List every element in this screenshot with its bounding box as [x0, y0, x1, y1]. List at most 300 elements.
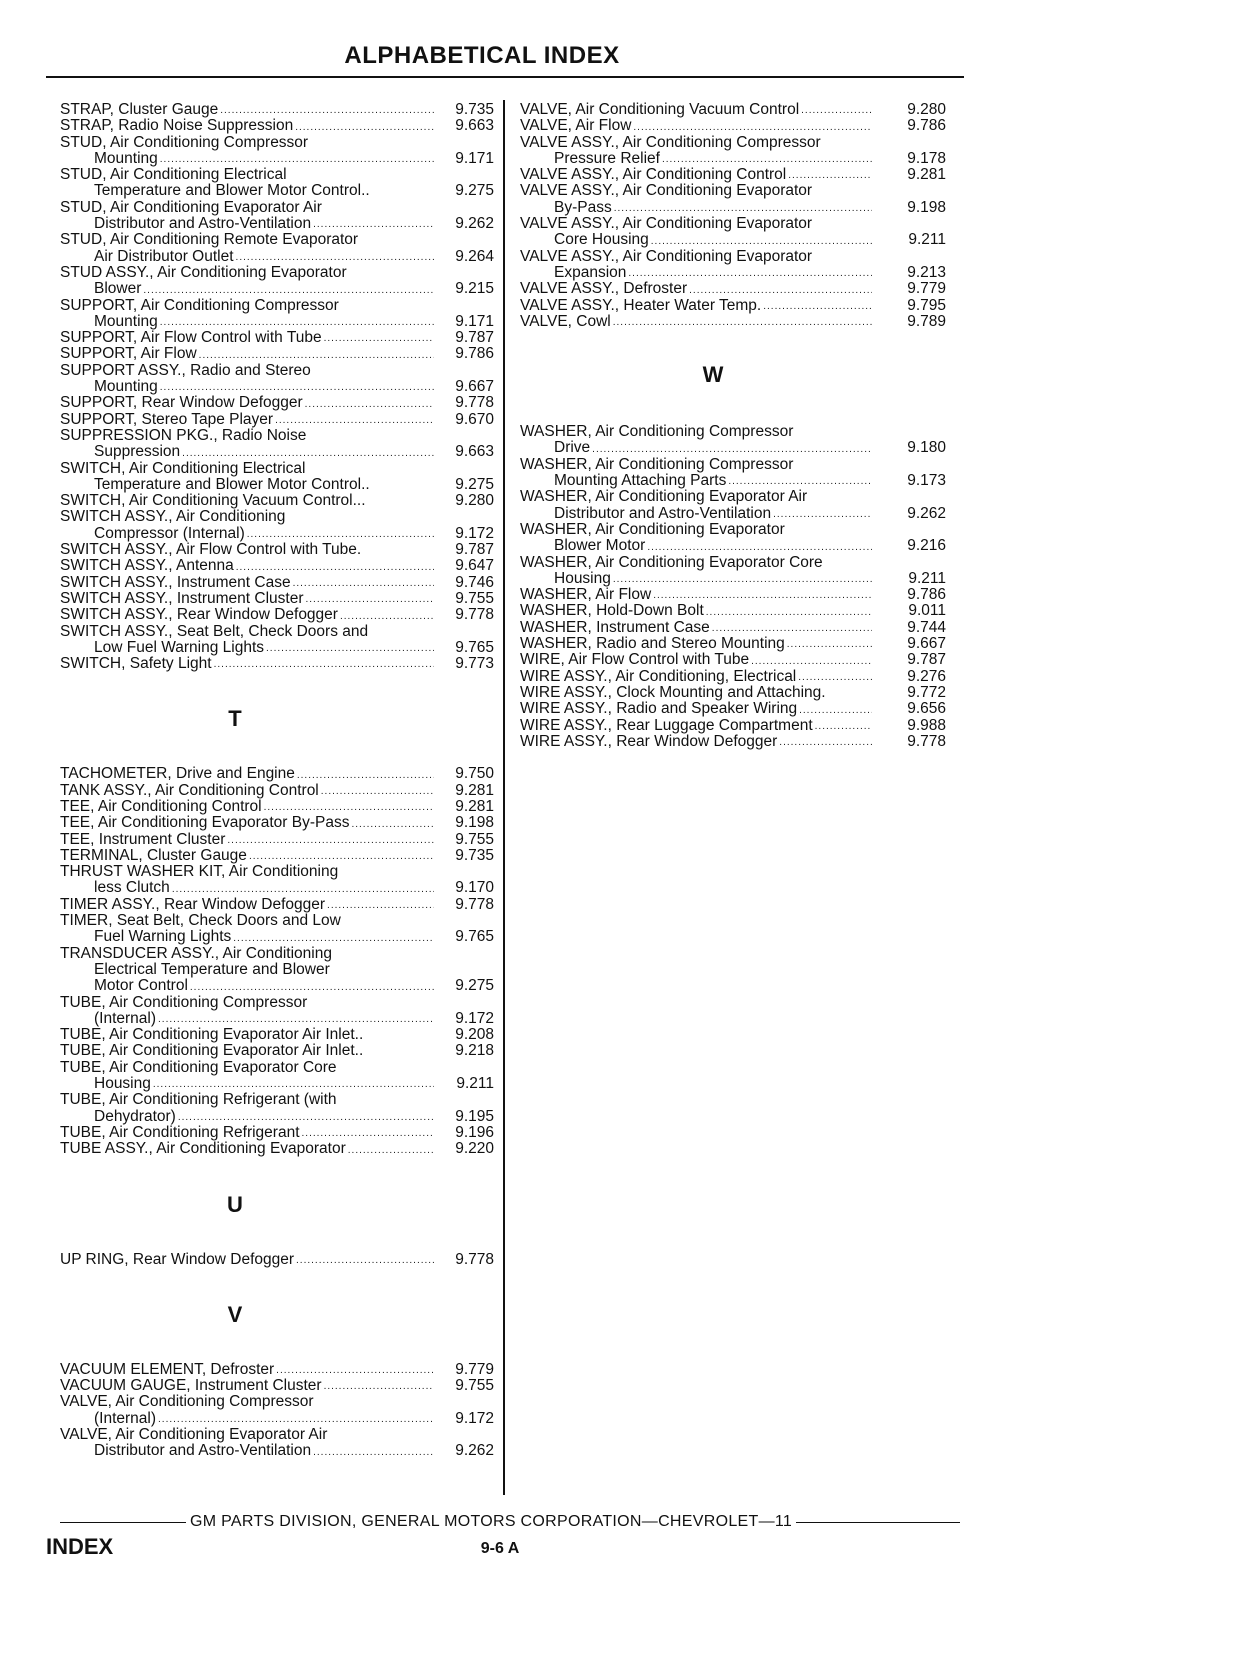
page-reference: 9.789	[907, 312, 946, 330]
index-entry	[60, 766, 494, 782]
index-entry	[520, 685, 946, 701]
dot-leader	[190, 982, 434, 994]
entry-text: SWITCH ASSY., Air Flow Control with Tube.	[60, 541, 362, 559]
dot-leader	[348, 1145, 434, 1157]
page-reference: 9.778	[455, 895, 494, 913]
page-reference: 9.765	[455, 928, 494, 946]
entry-text: Housing	[554, 569, 611, 587]
footer-section-label: INDEX	[46, 1534, 114, 1559]
column-divider	[503, 100, 505, 1495]
index-entry	[60, 1092, 494, 1125]
entry-text: TIMER ASSY., Rear Window Defogger	[60, 895, 326, 913]
index-entry	[520, 636, 946, 652]
dot-leader	[295, 122, 434, 134]
page-reference: 9.778	[455, 394, 494, 412]
page-reference: 9.786	[907, 117, 946, 135]
entry-text: Distributor and Astro-Ventilation	[554, 504, 772, 522]
page-reference: 9.171	[455, 312, 494, 330]
page-reference: 9.988	[907, 716, 946, 734]
entry-text: Mounting Attaching Parts	[554, 472, 727, 490]
entry-text: Distributor and Astro-Ventilation	[94, 1442, 312, 1460]
dot-leader	[763, 301, 872, 313]
index-entry	[60, 1427, 494, 1460]
entry-text: Mounting	[94, 312, 158, 330]
index-entry	[60, 200, 494, 233]
entry-text: STRAP, Cluster Gauge	[60, 101, 219, 118]
page-reference: 9.663	[455, 443, 494, 461]
page-reference: 9.198	[907, 198, 946, 216]
page-reference: 9.778	[907, 732, 946, 750]
page-reference: 9.746	[455, 573, 494, 591]
index-entry	[520, 135, 946, 168]
dot-leader	[172, 884, 434, 896]
dot-leader	[293, 578, 434, 590]
dot-leader	[313, 1447, 434, 1459]
page-reference: 9.276	[907, 667, 946, 685]
entry-text: Drive	[554, 439, 591, 457]
entry-text: Electrical Temperature and Blower	[94, 960, 330, 978]
entry-text: VALVE, Air Conditioning Compressor	[60, 1393, 314, 1411]
entry-text: WIRE ASSY., Rear Luggage Compartment	[520, 716, 813, 734]
page-reference: 9.779	[455, 1360, 494, 1378]
entry-text: SWITCH, Safety Light	[60, 655, 212, 673]
index-entry	[60, 624, 494, 657]
dot-leader	[653, 590, 872, 602]
entry-text: SUPPORT, Air Flow	[60, 345, 197, 363]
page-reference: 9.173	[907, 472, 946, 490]
dot-leader	[662, 154, 872, 166]
index-entry	[60, 783, 494, 799]
entry-text: WASHER, Air Conditioning Evaporator Core	[520, 553, 823, 571]
index-entry	[60, 1394, 494, 1427]
entry-text: SWITCH ASSY., Air Conditioning	[60, 508, 286, 526]
dot-leader	[276, 1365, 434, 1377]
entry-text: TERMINAL, Cluster Gauge	[60, 846, 247, 864]
page-reference: 9.779	[907, 280, 946, 298]
page-reference: 9.218	[455, 1042, 494, 1060]
index-entry	[520, 167, 946, 183]
page-reference: 9.656	[907, 700, 946, 718]
dot-leader	[633, 122, 872, 134]
page-reference: 9.281	[907, 166, 946, 184]
page-reference: 9.786	[907, 586, 946, 604]
entry-text: STUD, Air Conditioning Evaporator Air	[60, 198, 322, 216]
entry-text: VALVE, Cowl	[520, 312, 611, 330]
dot-leader	[799, 705, 872, 717]
dot-leader	[628, 268, 872, 280]
index-entry	[520, 718, 946, 734]
entry-text: Pressure Relief	[554, 149, 660, 167]
index-column-left	[60, 102, 494, 1460]
entry-text: Mounting	[94, 378, 158, 396]
dot-leader	[751, 656, 872, 668]
index-entry	[60, 832, 494, 848]
index-entry	[60, 395, 494, 411]
index-entry	[60, 330, 494, 346]
dot-leader	[728, 476, 872, 488]
entry-text: VALVE ASSY., Heater Water Temp.	[520, 296, 762, 314]
title-divider	[46, 76, 964, 78]
page-reference: 9.264	[455, 247, 494, 265]
dot-leader	[182, 448, 434, 460]
index-entry	[60, 346, 494, 362]
footer-rule-right	[796, 1522, 960, 1523]
entry-text: TEE, Air Conditioning Evaporator By-Pass	[60, 814, 350, 832]
entry-text: WASHER, Air Conditioning Compressor	[520, 423, 794, 441]
dot-leader	[160, 382, 434, 394]
index-entry	[60, 542, 494, 558]
index-entry	[60, 913, 494, 946]
index-entry	[520, 118, 946, 134]
index-entry	[520, 298, 946, 314]
index-entry	[60, 1060, 494, 1093]
page-reference: 9.663	[455, 117, 494, 135]
page-reference: 9.196	[455, 1123, 494, 1141]
index-entry	[60, 995, 494, 1028]
page-reference: 9.180	[907, 439, 946, 457]
entry-text: STRAP, Radio Noise Suppression	[60, 117, 294, 135]
entry-text: VALVE ASSY., Air Conditioning Evaporator	[520, 215, 813, 233]
page-reference: 9.215	[455, 280, 494, 298]
entry-text: STUD, Air Conditioning Electrical	[60, 166, 287, 184]
dot-leader	[227, 835, 434, 847]
entry-text: SUPPORT, Air Conditioning Compressor	[60, 296, 339, 314]
dot-leader	[689, 285, 872, 297]
entry-text: WASHER, Air Conditioning Evaporator	[520, 520, 785, 538]
page-reference: 9.787	[455, 329, 494, 347]
index-entry	[520, 489, 946, 522]
page-reference: 9.262	[455, 1442, 494, 1460]
entry-text: VALVE ASSY., Defroster	[520, 280, 688, 298]
dot-leader	[266, 643, 434, 655]
page-reference: 9.178	[907, 149, 946, 167]
section-letter-w: W	[702, 362, 724, 388]
entry-text: WASHER, Air Flow	[520, 586, 652, 604]
entry-text: TRANSDUCER ASSY., Air Conditioning	[60, 944, 332, 962]
entry-text: WASHER, Radio and Stereo Mounting	[520, 635, 785, 653]
index-entry	[60, 1362, 494, 1378]
index-entry	[520, 216, 946, 249]
index-entry	[520, 620, 946, 636]
page-reference: 9.280	[907, 101, 946, 118]
index-entry	[60, 1125, 494, 1141]
page-reference: 9.011	[908, 602, 946, 620]
page-reference: 9.262	[907, 504, 946, 522]
entry-text: SWITCH ASSY., Rear Window Defogger	[60, 606, 338, 624]
page-reference: 9.772	[907, 683, 946, 701]
dot-leader	[305, 399, 434, 411]
index-entry	[520, 183, 946, 216]
index-entry	[520, 457, 946, 490]
index-entry	[60, 461, 494, 494]
page-reference: 9.195	[455, 1107, 494, 1125]
entry-text: Expansion	[554, 263, 627, 281]
index-entry	[60, 298, 494, 331]
index-entry	[60, 848, 494, 864]
index-entry	[60, 1378, 494, 1394]
page-reference: 9.198	[455, 814, 494, 832]
entry-text: Blower	[94, 280, 142, 298]
page-reference: 9.281	[455, 797, 494, 815]
index-entry	[60, 591, 494, 607]
page-reference: 9.735	[455, 101, 494, 118]
page-reference: 9.755	[455, 1377, 494, 1395]
dot-leader	[614, 203, 872, 215]
entry-text: VALVE, Air Conditioning Vacuum Control	[520, 101, 800, 118]
page-reference: 9.172	[455, 1409, 494, 1427]
entry-text: Temperature and Blower Motor Control..	[94, 475, 370, 493]
entry-text: TUBE ASSY., Air Conditioning Evaporator	[60, 1140, 346, 1158]
dot-leader	[787, 639, 872, 651]
entry-text: VACUUM ELEMENT, Defroster	[60, 1360, 275, 1378]
index-entry	[520, 587, 946, 603]
dot-leader	[613, 574, 872, 586]
page-reference: 9.171	[455, 149, 494, 167]
page-reference: 9.787	[907, 651, 946, 669]
index-entry	[60, 897, 494, 913]
entry-text: WIRE ASSY., Air Conditioning, Electrical	[520, 667, 797, 685]
entry-text: TANK ASSY., Air Conditioning Control	[60, 781, 319, 799]
index-entry	[520, 734, 946, 750]
dot-leader	[158, 1014, 434, 1026]
index-entry	[60, 428, 494, 461]
footer-rule-left	[60, 1522, 186, 1523]
index-entry	[60, 102, 494, 118]
entry-text: WIRE ASSY., Clock Mounting and Attaching.	[520, 683, 826, 701]
entry-text: TUBE, Air Conditioning Refrigerant (with	[60, 1091, 337, 1109]
dot-leader	[275, 415, 434, 427]
dot-leader	[313, 219, 434, 231]
page-reference: 9.750	[455, 765, 494, 783]
entry-text: Temperature and Blower Motor Control..	[94, 182, 370, 200]
entry-text: STUD, Air Conditioning Compressor	[60, 133, 309, 151]
dot-leader	[706, 607, 872, 619]
index-entry	[60, 493, 494, 509]
dot-leader	[592, 444, 872, 456]
dot-leader	[158, 1414, 434, 1426]
index-entry	[60, 232, 494, 265]
dot-leader	[773, 509, 872, 521]
dot-leader	[815, 721, 872, 733]
dot-leader	[801, 105, 872, 117]
page-reference: 9.667	[907, 635, 946, 653]
index-entry	[60, 558, 494, 574]
entry-text: SWITCH ASSY., Antenna	[60, 557, 234, 575]
index-entry	[520, 652, 946, 668]
index-entry	[60, 815, 494, 831]
index-entry	[60, 1043, 494, 1059]
dot-leader	[798, 672, 872, 684]
index-entry	[60, 363, 494, 396]
index-entry	[520, 102, 946, 118]
entry-text: WASHER, Air Conditioning Compressor	[520, 455, 794, 473]
entry-text: WASHER, Air Conditioning Evaporator Air	[520, 488, 808, 506]
entry-text: Suppression	[94, 443, 181, 461]
entry-text: TEE, Instrument Cluster	[60, 830, 226, 848]
page-reference: 9.172	[455, 524, 494, 542]
index-entry	[60, 799, 494, 815]
entry-text: TEE, Air Conditioning Control	[60, 797, 262, 815]
footer-page-number: 9-6 A	[480, 1540, 520, 1557]
page-reference: 9.275	[455, 475, 494, 493]
page-reference: 9.755	[455, 589, 494, 607]
page-reference: 9.275	[455, 977, 494, 995]
page-reference: 9.220	[455, 1140, 494, 1158]
dot-leader	[305, 594, 434, 606]
page-reference: 9.172	[455, 1009, 494, 1027]
index-entry	[60, 265, 494, 298]
dot-leader	[153, 1079, 434, 1091]
entry-text: TUBE, Air Conditioning Refrigerant	[60, 1123, 300, 1141]
page-reference: 9.216	[907, 537, 946, 555]
page-reference: 9.280	[455, 492, 494, 510]
page-reference: 9.744	[907, 618, 946, 636]
section-letter-t: T	[228, 706, 242, 732]
entry-text: STUD, Air Conditioning Remote Evaporator	[60, 231, 359, 249]
entry-text: By-Pass	[554, 198, 612, 216]
dot-leader	[233, 933, 434, 945]
entry-text: VALVE ASSY., Air Conditioning Evaporator	[520, 247, 813, 265]
entry-text: Housing	[94, 1075, 151, 1093]
index-entry	[520, 522, 946, 555]
dot-leader	[324, 333, 434, 345]
page-reference: 9.755	[455, 830, 494, 848]
dot-leader	[351, 819, 434, 831]
entry-text: TUBE, Air Conditioning Evaporator Air Inlet..	[60, 1042, 364, 1060]
entry-text: SWITCH ASSY., Instrument Case	[60, 573, 291, 591]
entry-text: SUPPORT ASSY., Radio and Stereo	[60, 361, 311, 379]
entry-text: TUBE, Air Conditioning Evaporator Core	[60, 1058, 337, 1076]
index-entry	[520, 424, 946, 457]
dot-leader	[160, 154, 434, 166]
page-reference: 9.670	[455, 410, 494, 428]
index-entry	[520, 314, 946, 330]
dot-leader	[340, 611, 434, 623]
entry-text: SWITCH, Air Conditioning Electrical	[60, 459, 306, 477]
entry-text: TACHOMETER, Drive and Engine	[60, 765, 295, 783]
index-column-right	[520, 102, 946, 750]
entry-text: Compressor (Internal)	[94, 524, 245, 542]
entry-text: WIRE ASSY., Radio and Speaker Wiring	[520, 700, 798, 718]
index-entry	[520, 555, 946, 588]
entry-text: VALVE, Air Flow	[520, 117, 632, 135]
page-reference: 9.735	[455, 846, 494, 864]
dot-leader	[788, 170, 872, 182]
index-entry	[520, 249, 946, 282]
entry-text: less Clutch	[94, 879, 170, 897]
dot-leader	[296, 1255, 434, 1267]
dot-leader	[178, 1112, 434, 1124]
index-entry	[60, 575, 494, 591]
entry-text: WIRE, Air Flow Control with Tube	[520, 651, 750, 669]
entry-text: VALVE, Air Conditioning Evaporator Air	[60, 1426, 328, 1443]
dot-leader	[264, 802, 434, 814]
entry-text: Fuel Warning Lights	[94, 928, 232, 946]
page-reference: 9.170	[455, 879, 494, 897]
index-entry	[520, 281, 946, 297]
entry-text: SWITCH, Air Conditioning Vacuum Control...	[60, 492, 366, 510]
dot-leader	[143, 285, 434, 297]
index-entry	[60, 864, 494, 897]
index-entry	[520, 603, 946, 619]
dot-leader	[779, 737, 872, 749]
index-entry	[60, 412, 494, 428]
entry-text: WIRE ASSY., Rear Window Defogger	[520, 732, 778, 750]
index-entry	[60, 1027, 494, 1043]
entry-text: Distributor and Astro-Ventilation	[94, 215, 312, 233]
page-reference: 9.778	[455, 1250, 494, 1268]
entry-text: (Internal)	[94, 1409, 157, 1427]
entry-text: WASHER, Instrument Case	[520, 618, 710, 636]
index-entry	[60, 135, 494, 168]
entry-text: SWITCH ASSY., Instrument Cluster	[60, 589, 304, 607]
dot-leader	[249, 851, 434, 863]
dot-leader	[712, 623, 872, 635]
entry-text: WASHER, Hold-Down Bolt	[520, 602, 704, 620]
page-reference: 9.211	[908, 569, 946, 587]
page-reference: 9.787	[455, 541, 494, 559]
dot-leader	[647, 542, 872, 554]
entry-text: VACUUM GAUGE, Instrument Cluster	[60, 1377, 322, 1395]
dot-leader	[613, 317, 872, 329]
entry-text: SWITCH ASSY., Seat Belt, Check Doors and	[60, 622, 369, 640]
entry-text: VALVE ASSY., Air Conditioning Control	[520, 166, 787, 184]
index-entry	[60, 1252, 494, 1268]
entry-text: TUBE, Air Conditioning Evaporator Air Inlet..	[60, 1026, 364, 1044]
dot-leader	[651, 236, 872, 248]
entry-text: Core Housing	[554, 231, 649, 249]
page-reference: 9.211	[456, 1075, 494, 1093]
entry-text: Dehydrator)	[94, 1107, 176, 1125]
page-reference: 9.765	[455, 638, 494, 656]
page-reference: 9.211	[908, 231, 946, 249]
dot-leader	[324, 1381, 434, 1393]
entry-text: SUPPORT, Air Flow Control with Tube	[60, 329, 322, 347]
page-reference: 9.275	[455, 182, 494, 200]
page-reference: 9.795	[907, 296, 946, 314]
entry-text: SUPPRESSION PKG., Radio Noise	[60, 426, 307, 444]
page-reference: 9.213	[907, 263, 946, 281]
page-reference: 9.667	[455, 378, 494, 396]
index-entry	[60, 656, 494, 672]
entry-text: VALVE ASSY., Air Conditioning Evaporator	[520, 182, 813, 200]
footer-publisher-text: GM PARTS DIVISION, GENERAL MOTORS CORPORATION—CHEVROLET—11	[190, 1513, 793, 1530]
dot-leader	[236, 562, 434, 574]
dot-leader	[214, 659, 434, 671]
dot-leader	[297, 770, 434, 782]
dot-leader	[321, 786, 434, 798]
entry-text: VALVE ASSY., Air Conditioning Compressor	[520, 133, 821, 151]
dot-leader	[327, 900, 434, 912]
entry-text: Blower Motor	[554, 537, 646, 555]
dot-leader	[236, 252, 434, 264]
index-entry	[60, 167, 494, 200]
index-entry	[60, 118, 494, 134]
page-reference: 9.281	[455, 781, 494, 799]
page-reference: 9.773	[455, 655, 494, 673]
entry-text: UP RING, Rear Window Defogger	[60, 1250, 295, 1268]
index-entry	[60, 509, 494, 542]
entry-text: Low Fuel Warning Lights	[94, 638, 265, 656]
entry-text: SUPPORT, Stereo Tape Player	[60, 410, 274, 428]
dot-leader	[160, 317, 434, 329]
entry-text: Motor Control	[94, 977, 188, 995]
dot-leader	[247, 529, 434, 541]
index-entry	[520, 669, 946, 685]
index-entry	[60, 607, 494, 623]
dot-leader	[302, 1128, 434, 1140]
page-reference: 9.262	[455, 215, 494, 233]
